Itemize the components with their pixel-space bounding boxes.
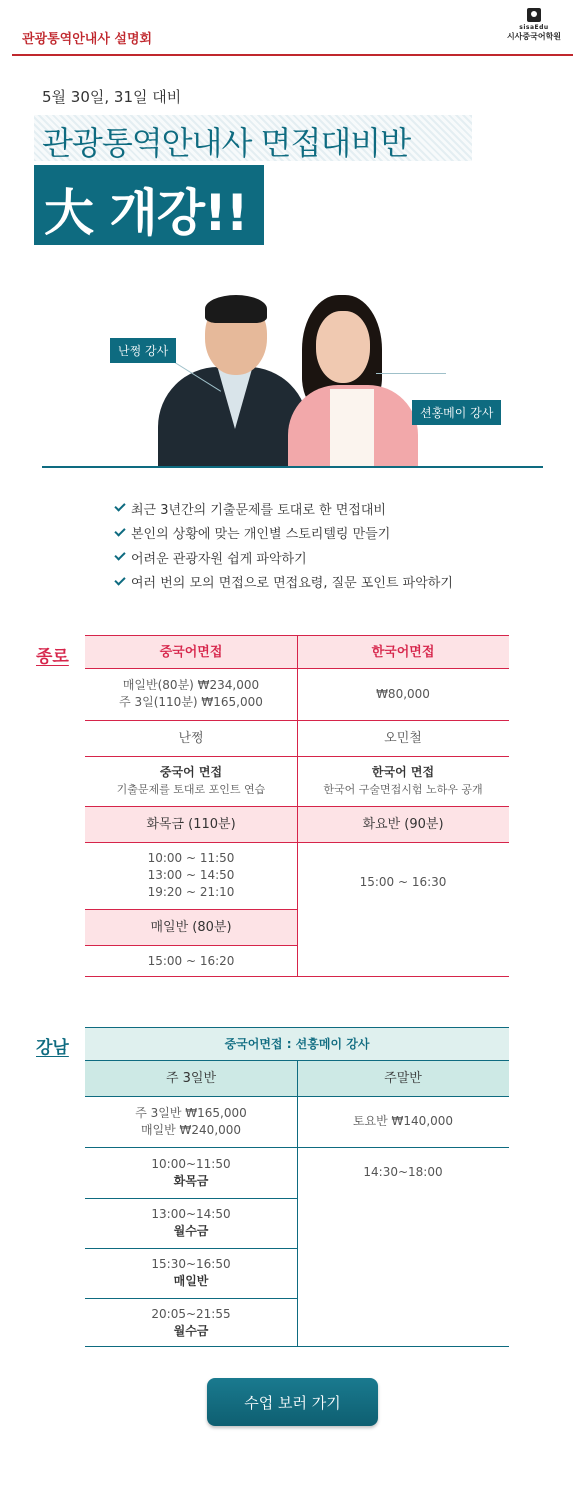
desc-title: 한국어 면접 (371, 765, 435, 779)
time-slot: 13:00 ~ 14:50 (147, 868, 235, 882)
gangnam-col-header-weekday: 주 3일반 (85, 1060, 297, 1096)
desc-sub: 한국어 구술면접시험 노하우 공개 (323, 783, 483, 796)
slot-time: 13:00~14:50 (151, 1207, 231, 1221)
hero-opening-text: 大 개강!! (44, 184, 248, 242)
jongno-schedule-table (85, 635, 509, 977)
header-divider (12, 54, 573, 56)
slot-days: 월수금 (173, 1224, 209, 1238)
slot-time: 15:30~16:50 (151, 1257, 231, 1271)
jongno-time-korean: 15:00 ~ 16:30 (359, 874, 447, 889)
gangnam-price-weekday (85, 1096, 297, 1147)
slot-days: 매일반 (173, 1274, 209, 1288)
desc-title: 중국어 면접 (159, 765, 223, 779)
time-slot: 19:20 ~ 21:10 (147, 885, 235, 899)
feature-list (115, 496, 453, 594)
logo-text-ko: 시사중국어학원 (506, 32, 562, 41)
header-title: 관광통역안내사 설명회 (22, 32, 153, 47)
instructor-female-blouse (330, 389, 374, 467)
check-icon (114, 550, 125, 561)
slot-days: 월수금 (173, 1324, 209, 1338)
price-line: 주 3일(110분) ₩165,000 (119, 695, 263, 709)
table-rule (85, 1298, 297, 1299)
tag-leader-line (376, 373, 446, 374)
location-label-gangnam: 강남 (36, 1038, 69, 1058)
table-rule (85, 1198, 297, 1199)
hero-title: 관광통역안내사 면접대비반 (42, 124, 411, 162)
location-label-jongno: 종로 (36, 647, 69, 667)
feature-text: 최근 3년간의 기출문제를 토대로 한 면접대비 (131, 502, 386, 518)
feature-text: 본인의 상황에 맞는 개인별 스토리텔링 만들기 (131, 527, 391, 543)
jongno-col-header-korean: 한국어면접 (297, 636, 509, 668)
table-rule (297, 636, 298, 977)
gangnam-time-weekend: 14:30~18:00 (363, 1164, 443, 1179)
instructor-tag-shenhongmei: 션홍메이 강사 (412, 400, 501, 425)
jongno-desc-korean (297, 756, 509, 806)
feature-text: 어려운 관광자원 쉽게 파악하기 (131, 551, 307, 567)
instructor-female-face (316, 311, 370, 383)
gangnam-slot (85, 1248, 297, 1298)
logo-icon (527, 8, 541, 22)
jongno-daily-time: 15:00 ~ 16:20 (147, 954, 235, 968)
gangnam-slot (85, 1198, 297, 1248)
table-rule (85, 909, 297, 910)
check-icon (114, 501, 125, 512)
price-line: 매일반(80분) ₩234,000 (122, 678, 260, 692)
price-line: 주 3일반 ₩165,000 (135, 1105, 247, 1120)
hero-opening-banner (34, 165, 264, 245)
brand-logo[interactable] (504, 8, 564, 42)
jongno-times-chinese (85, 842, 297, 909)
jongno-price-chinese (85, 668, 297, 720)
jongno-price-korean: ₩80,000 (376, 686, 430, 701)
jongno-teacher-chinese: 난쩡 (178, 730, 204, 746)
photo-divider (42, 466, 543, 468)
exam-date-line: 5월 30일, 31일 대비 (42, 88, 182, 106)
gangnam-col-header-weekend: 주말반 (297, 1060, 509, 1096)
check-icon (114, 574, 125, 585)
jongno-sched-header-chinese: 화목금 (110분) (85, 806, 297, 842)
slot-time: 20:05~21:55 (151, 1307, 231, 1321)
table-rule (297, 1060, 298, 1347)
slot-time: 10:00~11:50 (151, 1156, 231, 1171)
gangnam-price-weekend: 토요반 ₩140,000 (352, 1114, 454, 1128)
gangnam-slot (85, 1298, 297, 1348)
instructor-tag-nanzheng: 난쩡 강사 (110, 338, 176, 363)
jongno-daily-header: 매일반 (80분) (85, 909, 297, 945)
instructor-photo (40, 285, 545, 467)
table-rule (85, 1248, 297, 1249)
desc-sub: 기출문제를 토대로 포인트 연습 (116, 783, 266, 796)
view-class-button[interactable]: 수업 보러 가기 (207, 1378, 378, 1426)
hero-title-box (34, 115, 472, 161)
list-item (115, 545, 453, 570)
gangnam-schedule-table (85, 1027, 509, 1347)
list-item (115, 496, 453, 521)
list-item (115, 521, 453, 546)
gangnam-table-header: 중국어면접 : 션홍메이 강사 (85, 1028, 509, 1060)
logo-text-en: sisaEdu (519, 24, 549, 31)
jongno-col-header-chinese: 중국어면접 (85, 636, 297, 668)
list-item (115, 570, 453, 595)
page-header (0, 0, 585, 58)
jongno-teacher-korean: 오민철 (384, 730, 422, 746)
feature-text: 여러 번의 모의 면접으로 면접요령, 질문 포인트 파악하기 (131, 576, 453, 592)
gangnam-slot (85, 1147, 297, 1198)
slot-days: 화목금 (173, 1173, 209, 1188)
price-line: 매일반 ₩240,000 (140, 1122, 242, 1137)
time-slot: 10:00 ~ 11:50 (147, 851, 235, 865)
check-icon (114, 525, 125, 536)
jongno-sched-header-korean: 화요반 (90분) (297, 806, 509, 842)
jongno-desc-chinese (85, 756, 297, 806)
table-rule (85, 945, 297, 946)
instructor-male-hair (205, 295, 267, 323)
